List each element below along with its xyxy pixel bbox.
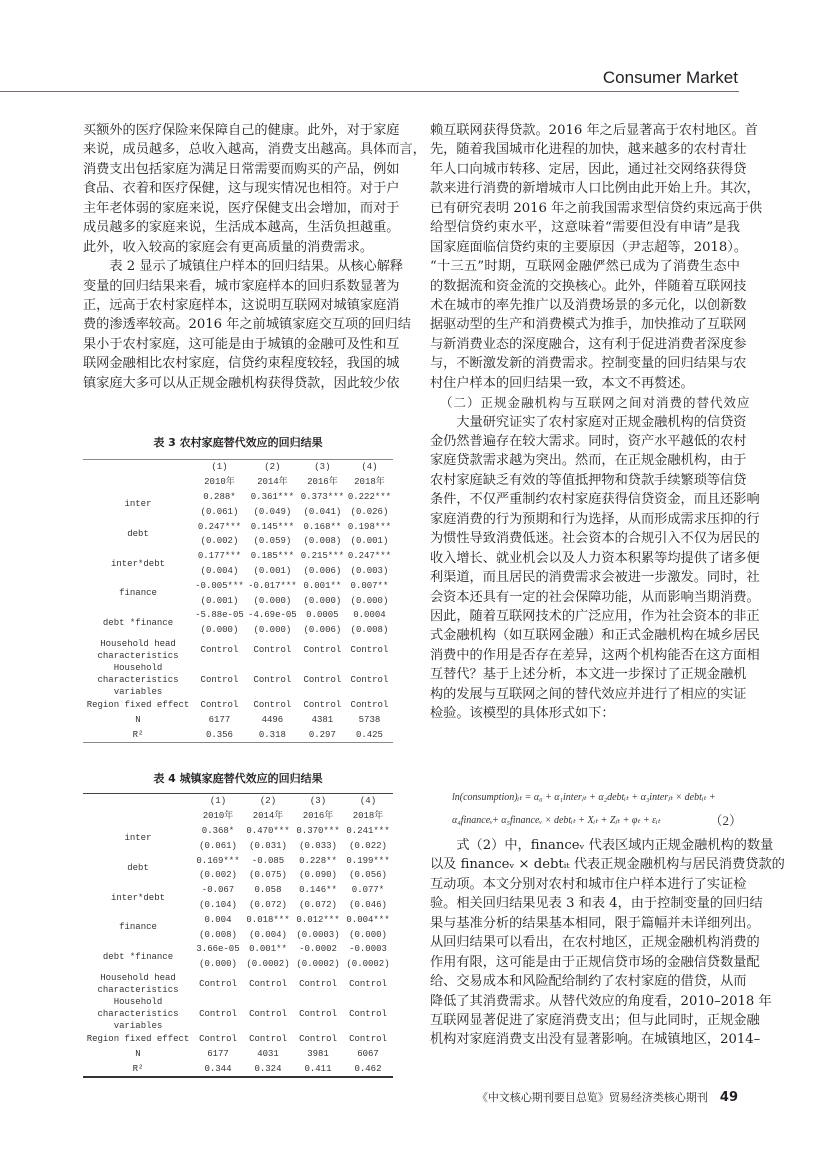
text-line: 变量的回归结果来看，城市家庭样本的回归系数显著为: [83, 278, 400, 294]
table-row: [83, 712, 393, 727]
control-value: Control: [249, 1033, 287, 1044]
standard-error: (0.0002): [246, 959, 290, 970]
standard-error: (0.002): [200, 536, 239, 547]
control-value: Control: [199, 1033, 237, 1044]
table-header-row: [83, 475, 393, 490]
control-value: 6177: [208, 714, 231, 725]
standard-error: (0.059): [253, 536, 292, 547]
standard-error: (0.061): [199, 840, 237, 851]
coefficient: 0.247***: [347, 551, 392, 562]
table-row: [83, 727, 393, 742]
standard-error: (0.0002): [296, 959, 340, 970]
standard-error: (0.002): [199, 870, 237, 881]
coefficient: 0.370***: [296, 825, 340, 836]
control-value: Control: [299, 978, 337, 989]
empty-cell: [83, 460, 193, 475]
standard-error: (0.000): [349, 929, 387, 940]
column-number: (2): [259, 796, 277, 807]
table-row: [83, 662, 393, 698]
coefficient: -5.88e-05: [195, 610, 244, 621]
text-line: 构的发展与互联网之间的替代效应并进行了相应的实证: [430, 686, 747, 702]
control-value: Control: [303, 699, 342, 710]
table-row: [83, 824, 393, 839]
standard-error: (0.001): [350, 536, 389, 547]
equation-line-2: + α₅financeᵥ × debtᵢₜ + Xᵢₜ + Zⱼₜ + φₜ + εᵢₜ: [492, 815, 661, 826]
variable-label: inter: [124, 833, 152, 844]
right-column-bottom: [430, 836, 785, 1050]
standard-error: (0.0003): [296, 929, 340, 940]
text-line: 机构对家庭消费支出没有显著影响。在城镇地区，2014–: [430, 1032, 761, 1048]
variable-label: finance: [119, 588, 157, 599]
standard-error: (0.056): [349, 870, 387, 881]
standard-error: (0.075): [249, 870, 287, 881]
coefficient: 0.361***: [250, 491, 294, 502]
standard-error: (0.049): [253, 506, 292, 517]
control-value: Control: [249, 1008, 287, 1019]
standard-error: (0.001): [200, 595, 239, 606]
text-line: 来说，成员越多，总收入越高，消费支出越高。具体而言，: [83, 142, 426, 158]
coefficient: -0.0002: [299, 944, 337, 955]
coefficient: 0.247***: [197, 521, 242, 532]
control-value: Control: [349, 978, 387, 989]
control-value: 6067: [357, 1048, 379, 1059]
text-line: 会资本还具有一定的社会保障功能，从而影响当期消费。: [430, 589, 760, 605]
standard-error: (0.008): [350, 625, 389, 636]
standard-error: (0.004): [200, 565, 239, 576]
control-value: Control: [303, 644, 342, 655]
coefficient: 0.368*: [201, 825, 235, 836]
text-line: “十三五”时期，互联网金融俨然已成为了消费生态中: [430, 259, 740, 275]
coefficient: 0.001**: [249, 944, 287, 955]
text-line: 食品、衣着和医疗保健，这与现实情况也相符。对于户: [83, 181, 400, 197]
control-value: 0.318: [258, 729, 286, 740]
control-value: Control: [349, 1033, 387, 1044]
variable-label: debt *finance: [102, 951, 174, 962]
coefficient: 0.198***: [347, 521, 392, 532]
table-row: [83, 490, 393, 505]
text-line: 先，随着我国城市化进程的加快，越来越多的农村青壮: [430, 142, 747, 158]
column-number: (1): [211, 462, 228, 473]
table-row: [83, 608, 393, 623]
control-label: N: [135, 714, 141, 725]
control-value: Control: [199, 1008, 237, 1019]
coefficient: -4.69e-05: [248, 610, 297, 621]
variable-label: debt *finance: [102, 617, 174, 628]
coefficient: 0.215***: [300, 551, 344, 562]
coefficient: 0.228**: [299, 855, 337, 866]
text-line: 家庭贷款需求越为突出。然而，在正规金融机构，由于: [430, 453, 747, 469]
table-row: [83, 1061, 393, 1077]
equation-number: （2）: [709, 813, 742, 828]
table-header-row: [83, 794, 393, 809]
coefficient: -0.017***: [248, 580, 297, 591]
table-row: [83, 996, 393, 1032]
coefficient: 0.0004: [353, 610, 386, 621]
text-line: 与新消费业态的深度融合，这有利于促进消费者深度参: [430, 336, 747, 352]
text-line: 检验。该模型的具体形式如下：: [430, 706, 615, 722]
coefficient: 0.004***: [346, 914, 390, 925]
standard-error: (0.0002): [346, 959, 390, 970]
control-value: Control: [200, 699, 239, 710]
footer: [477, 1089, 738, 1105]
control-value: Control: [299, 1008, 337, 1019]
coefficient: 0.004: [204, 914, 232, 925]
variable-label: inter*debt: [110, 892, 165, 903]
control-label: N: [135, 1048, 141, 1059]
coefficient: 0.168**: [303, 521, 342, 532]
table-row: [83, 883, 393, 898]
control-label: Household head characteristics: [97, 638, 179, 661]
text-line: 互替代？基于上述分析，本文进一步探讨了正规金融机: [430, 667, 747, 683]
coefficient: 0.007**: [350, 580, 389, 591]
coefficient: 0.177***: [197, 551, 242, 562]
text-line: 给型信贷约束水平，这意味着“需要但没有申请”是我: [430, 220, 740, 236]
empty-cell: [83, 475, 193, 490]
text-line: 买额外的医疗保险来保障自己的健康。此外，对于家庭: [83, 123, 400, 138]
text-line: 主年老体弱的家庭来说，医疗保健支出会增加，而对于: [83, 200, 400, 216]
coefficient: 0.146**: [299, 885, 337, 896]
control-value: Control: [253, 644, 292, 655]
standard-error: (0.022): [349, 840, 387, 851]
text-line: 年人口向城市转移、定居，因此，通过社交网络获得贷: [430, 161, 747, 177]
coefficient: -0.067: [201, 885, 235, 896]
control-label: R²: [132, 1063, 144, 1074]
text-line: 正，远高于农村家庭样本，这说明互联网对城镇家庭消: [83, 297, 400, 313]
coefficient: 0.012***: [296, 914, 340, 925]
equation-2: [452, 786, 742, 832]
text-line: 互动项。本文分别对农村和城市住户样本进行了实证检: [430, 876, 747, 892]
text-line: 从回归结果可以看出，在农村地区，正规金融机构消费的: [430, 935, 760, 951]
control-value: 4496: [261, 714, 284, 725]
column-number: (3): [314, 462, 331, 473]
table-row: [83, 1046, 393, 1061]
column-year: 2014年: [252, 811, 284, 822]
standard-error: (0.003): [350, 565, 389, 576]
column-number: (1): [209, 796, 227, 807]
running-header: Consumer Market: [602, 68, 738, 87]
standard-error: (0.000): [200, 625, 239, 636]
coefficient: 0.001**: [303, 580, 342, 591]
left-column: [83, 121, 426, 393]
text-line: 给、交易成本和风险配给制约了农村家庭的借贷，从而: [430, 974, 747, 990]
table-row: [83, 912, 393, 927]
text-line: 与，不断激发新的消费需求。控制变量的回归结果与农: [430, 356, 747, 372]
empty-cell: [83, 794, 193, 809]
table4-caption: 表 4 城镇家庭替代效应的回归结果: [153, 772, 323, 785]
standard-error: (0.072): [299, 899, 337, 910]
coefficient: 0.018***: [246, 914, 290, 925]
standard-error: (0.072): [249, 899, 287, 910]
standard-error: (0.008): [303, 536, 342, 547]
text-line: 消费支出包括家庭为满足日常需要而购买的产品，例如: [83, 161, 400, 177]
text-line: 表 2 显示了城镇住户样本的回归结果。从核心解释: [83, 259, 404, 275]
table-row: [83, 972, 393, 996]
text-line: 农村家庭缺乏有效的等值抵押物和贷款手续繁琐等信贷: [430, 472, 747, 488]
text-line: 为惯性导致消费低迷。社会资本的合规引入不仅为居民的: [430, 531, 760, 547]
empty-cell: [83, 809, 193, 824]
column-year: 2010年: [202, 811, 234, 822]
standard-error: (0.000): [199, 959, 237, 970]
control-value: Control: [253, 699, 292, 710]
standard-error: (0.104): [199, 899, 237, 910]
text-line: 赖互联网获得贷款。2016 年之后显著高于农村地区。首: [430, 123, 758, 138]
column-year: 2018年: [352, 811, 384, 822]
control-value: Control: [350, 699, 389, 710]
text-line: 家庭消费的行为预期和行为选择，从而形成需求压抑的行: [430, 511, 760, 527]
text-line: 国家庭面临信贷约束的主要原因（尹志超等，2018）。: [430, 239, 748, 255]
control-value: 0.411: [304, 1063, 332, 1074]
text-line: 的数据流和资金流的交换核心。此外，伴随着互联网技: [430, 278, 747, 294]
standard-error: (0.046): [349, 899, 387, 910]
control-value: 0.324: [254, 1063, 282, 1074]
control-value: Control: [299, 1033, 337, 1044]
section-heading: （二）正规金融机构与互联网之间对消费的替代效应: [440, 395, 751, 411]
control-value: Control: [200, 674, 239, 685]
table4: [83, 793, 393, 1078]
control-label: Household characteristics variables: [97, 996, 179, 1031]
standard-error: (0.001): [253, 565, 292, 576]
text-line: 款来进行消费的新增城市人口比例由此开始上升。其次，: [430, 181, 760, 197]
text-line: 因此，随着互联网技术的广泛应用，作为社会资本的非正: [430, 608, 760, 624]
text-line: 作用有限，这可能是由于正规信贷市场的金融信贷数量配: [430, 954, 760, 970]
coefficient: 0.145***: [250, 521, 294, 532]
variable-label: finance: [119, 922, 157, 933]
standard-error: (0.026): [350, 506, 389, 517]
text-line: 果小于农村家庭，这可能是由于城镇的金融可及性和互: [83, 336, 400, 352]
table-row: [83, 549, 393, 564]
standard-error: (0.000): [350, 595, 389, 606]
variable-label: inter*debt: [110, 558, 165, 569]
standard-error: (0.006): [303, 625, 342, 636]
column-year: 2016年: [302, 811, 334, 822]
control-value: Control: [249, 978, 287, 989]
table-row: [83, 698, 393, 713]
coefficient: -0.005***: [195, 580, 244, 591]
text-line: 以及 financeᵥ × debtᵢₜ 代表正规金融机构与居民消费贷款的: [430, 857, 785, 873]
right-column-top: [430, 121, 763, 724]
standard-error: (0.031): [249, 840, 287, 851]
control-value: Control: [199, 978, 237, 989]
control-value: 0.425: [355, 729, 383, 740]
text-line: 式金融机构（如互联网金融）和正式金融机构在城乡居民: [430, 628, 760, 644]
control-value: Control: [350, 674, 389, 685]
standard-error: (0.061): [200, 506, 239, 517]
control-value: 3981: [307, 1048, 329, 1059]
control-value: 0.344: [204, 1063, 232, 1074]
standard-error: (0.008): [199, 929, 237, 940]
text-line: 金仍然普遍存在较大需求。同时，资产水平越低的农村: [430, 434, 747, 449]
standard-error: (0.041): [303, 506, 342, 517]
text-line: 收入增长、就业机会以及人力资本积累等均提供了诸多便: [430, 550, 760, 566]
column-number: (4): [361, 462, 378, 473]
control-value: 0.356: [205, 729, 233, 740]
column-year: 2018年: [354, 477, 385, 488]
table3-caption: 表 3 农村家庭替代效应的回归结果: [153, 436, 323, 449]
column-year: 2016年: [307, 477, 338, 488]
coefficient: 0.241***: [346, 825, 390, 836]
control-value: Control: [200, 644, 239, 655]
coefficient: 0.199***: [346, 855, 390, 866]
table-row: [83, 853, 393, 868]
column-number: (3): [309, 796, 327, 807]
control-label: Household head characteristics: [97, 972, 179, 995]
text-line: 互联网显著促进了家庭消费支出；但与此同时，正规金融: [430, 1012, 760, 1028]
standard-error: (0.000): [253, 625, 292, 636]
coefficient: 0.185***: [250, 551, 294, 562]
standard-error: (0.006): [303, 565, 342, 576]
text-line: 据驱动型的生产和消费模式为推手，加快推动了互联网: [430, 317, 747, 333]
control-value: 0.462: [354, 1063, 382, 1074]
table-row: [83, 578, 393, 593]
table-row: [83, 519, 393, 534]
header-rule: [0, 91, 739, 92]
text-line: 果与基准分析的结果基本相同，限于篇幅并未详细列出。: [430, 915, 760, 931]
standard-error: (0.004): [249, 929, 287, 940]
page-number: 49: [719, 1090, 738, 1105]
text-line: 成员越多的家庭来说，生活成本越高，生活负担越重。: [83, 220, 400, 236]
column-year: 2010年: [204, 477, 235, 488]
variable-label: debt: [127, 862, 149, 873]
control-value: Control: [350, 644, 389, 655]
coefficient: 0.169***: [196, 855, 240, 866]
text-line: 式（2）中，financeᵥ 代表区域内正规金融机构的数量: [430, 838, 774, 853]
coefficient: 0.288*: [203, 491, 236, 502]
standard-error: (0.000): [253, 595, 292, 606]
control-label: Region fixed effect: [86, 1033, 190, 1044]
coefficient: 0.373***: [300, 491, 344, 502]
variable-label: debt: [127, 528, 149, 539]
standard-error: (0.090): [299, 870, 337, 881]
column-number: (2): [264, 462, 281, 473]
text-line: 村住户样本的回归结果一致，本文不再赘述。: [430, 375, 694, 391]
text-line: 镇家庭大多可以从正规金融机构获得贷款，因此较少依: [83, 375, 400, 391]
coefficient: 0.0005: [306, 610, 339, 621]
coefficient: -0.0003: [349, 944, 387, 955]
control-label: Household characteristics variables: [97, 662, 179, 697]
control-value: 4381: [311, 714, 334, 725]
control-value: 6177: [207, 1048, 229, 1059]
coefficient: 0.058: [254, 885, 282, 896]
coefficient: 0.222***: [347, 491, 392, 502]
text-line: 术在城市的率先推广以及消费场景的多元化，以创新数: [430, 297, 747, 313]
standard-error: (0.033): [299, 840, 337, 851]
control-value: 0.297: [308, 729, 336, 740]
control-value: 5738: [358, 714, 381, 725]
table-row: [83, 638, 393, 662]
text-line: 联网金融相比农村家庭，信贷约束程度较轻，我国的城: [83, 356, 400, 372]
text-line: 此外，收入较高的家庭会有更高质量的消费需求。: [83, 239, 374, 255]
column-number: (4): [359, 796, 377, 807]
table3: [83, 459, 393, 743]
control-label: Region fixed effect: [86, 699, 190, 710]
coefficient: -0.085: [251, 855, 285, 866]
coefficient: 0.077*: [351, 885, 385, 896]
table-row: [83, 1032, 393, 1047]
text-line: 利渠道，而且居民的消费需求会被进一步激发。同时，社: [430, 570, 760, 586]
text-line: 验。相关回归结果见表 3 和表 4，由于控制变量的回归结: [430, 896, 763, 912]
text-line: 大量研究证实了农村家庭对正规金融机构的信贷资: [430, 414, 747, 430]
variable-label: inter: [124, 499, 152, 510]
standard-error: (0.000): [303, 595, 342, 606]
text-line: 已有研究表明 2016 年之前我国需求型信贷约束远高于供: [430, 200, 763, 216]
control-value: 4031: [257, 1048, 279, 1059]
control-value: Control: [303, 674, 342, 685]
control-value: Control: [253, 674, 292, 685]
text-line: 降低了其消费需求。从替代效应的角度看，2010–2018 年: [430, 993, 772, 1009]
table-header-row: [83, 809, 393, 824]
coefficient: 3.66e-05: [196, 944, 240, 955]
table-header-row: [83, 460, 393, 475]
equation-line-1: ln(consumption)ᵢₜ = α₀ + α₁interⱼₜ + α₂debtᵢₜ + α₃interⱼₜ × debtᵢₜ + α₄financeᵥ: [452, 792, 716, 826]
footer-journal: 《中文核心期刊要目总览》贸易经济类核心期刊: [476, 1091, 708, 1104]
text-line: 条件，不仅严重制约农村家庭获得信贷资金，而且还影响: [430, 492, 760, 508]
table-row: [83, 942, 393, 957]
column-year: 2014年: [257, 477, 288, 488]
control-label: R²: [132, 729, 144, 740]
coefficient: 0.470***: [246, 825, 290, 836]
text-line: 消费中的作用是否存在差异，这两个机构能否在这方面相: [430, 647, 760, 663]
control-value: Control: [349, 1008, 387, 1019]
text-line: 费的渗透率较高。2016 年之前城镇家庭交互项的回归结: [83, 317, 411, 333]
